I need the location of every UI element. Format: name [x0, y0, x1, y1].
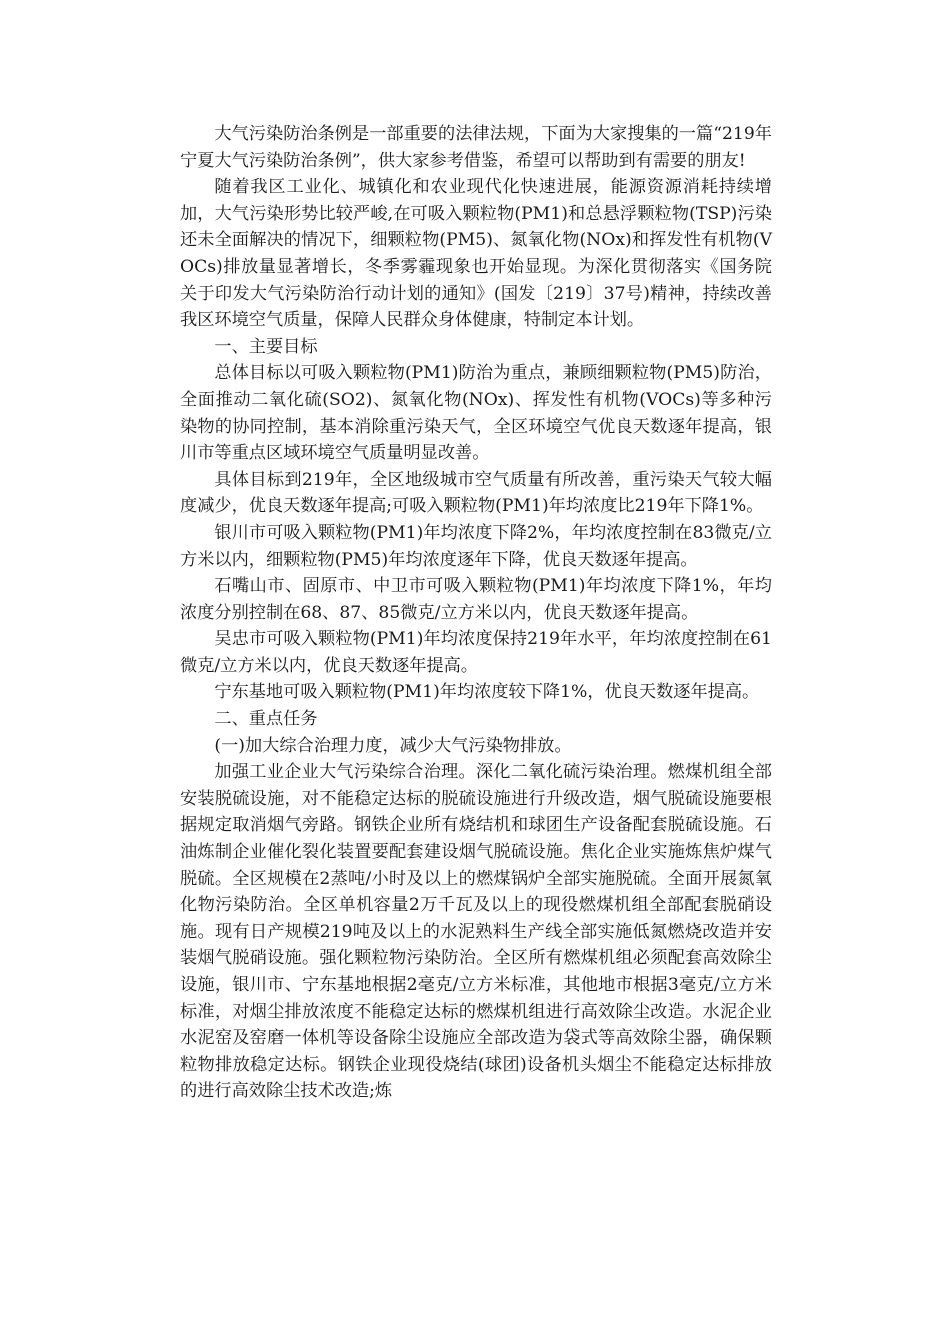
yinchuan-goal-paragraph: 银川市可吸入颗粒物(PM1)年均浓度下降2%，年均浓度控制在83微克/立方米以内，细颗粒物(PM5)年均浓度逐年下降，优良天数逐年提高。: [180, 522, 772, 570]
wuzhong-goal-paragraph: 吴忠市可吸入颗粒物(PM1)年均浓度保持219年水平，年均浓度控制在61微克/立方米以内，优良天数逐年提高。: [180, 629, 772, 676]
industrial-governance-paragraph: 加强工业企业大气污染综合治理。深化二氧化硫污染治理。燃煤机组全部安装脱硫设施，对不能稳定达标的脱硫设施进行升级改造，烟气脱硫设施要根据规定取消烟气旁路。钢铁企业所有烧结机和球团生产设备配套脱硫设施。石油炼制企业催化裂化装置要配套建设烟气脱硫设施。焦化企业实施炼焦炉煤气脱硫。全区规模在2蒸吨/小时及以上的燃煤锅炉全部实施脱硫。全面开展氮氧化物污染防治。全区单机容量2万千瓦及以上的现役燃煤机组全部配套脱硝设施。现有日产规模219吨及以上的水泥熟料生产线全部实施低氮燃烧改造并安装烟气脱硝设施。强化颗粒物污染防治。全区所有燃煤机组必须配套高效除尘设施，银川市、宁东基地根据2毫克/立方米标准，其他地市根据3毫克/立方米标准，对烟尘排放浓度不能稳定达标的燃煤机组进行高效除尘改造。水泥企业水泥窑及窑磨一体机等设备除尘设施应全部改造为袋式等高效除尘器，确保颗粒物排放稳定达标。钢铁企业现役烧结(球团)设备机头烟尘不能稳定达标排放的进行高效除尘技术改造;炼: [180, 762, 772, 1102]
subsection-heading-1: (一)加大综合治理力度，减少大气污染物排放。: [214, 735, 572, 756]
section-heading-key-tasks: 二、重点任务: [214, 709, 318, 730]
intro-paragraph: 大气污染防治条例是一部重要的法律法规，下面为大家搜集的一篇“219年宁夏大气污染防治条例”，供大家参考借鉴，希望可以帮助到有需要的朋友!: [180, 124, 772, 171]
background-paragraph: 随着我区工业化、城镇化和农业现代化快速进展，能源资源消耗持续增加，大气污染形势比较严峻,在可吸入颗粒物(PM1)和总悬浮颗粒物(TSP)污染还未全面解决的情况下，细颗粒物(PM5)、氮氧化物(NOx)和挥发性有机物(VOCs)排放量显著增长，冬季雾霾现象也开始显现。为深化贯彻落实《国务院关于印发大气污染防治行动计划的通知》(国发〔219〕37号)精神，持续改善我区环境空气质量，保障人民群众身体健康，特制定本计划。: [180, 177, 772, 331]
overall-goal-paragraph: 总体目标以可吸入颗粒物(PM1)防治为重点，兼顾细颗粒物(PM5)防治，全面推动二氧化硫(SO2)、氮氧化物(NOx)、挥发性有机物(VOCs)等多种污染物的协同控制，基本消除重污染天气，全区环境空气优良天数逐年提高，银川市等重点区域环境空气质量明显改善。: [180, 363, 772, 464]
section-heading-main-goals: 一、主要目标: [214, 336, 318, 357]
cities-goal-paragraph: 石嘴山市、固原市、中卫市可吸入颗粒物(PM1)年均浓度下降1%，年均浓度分别控制在68、87、85微克/立方米以内，优良天数逐年提高。: [180, 576, 772, 623]
specific-goal-paragraph: 具体目标到219年，全区地级城市空气质量有所改善，重污染天气较大幅度减少，优良天数逐年提高;可吸入颗粒物(PM1)年均浓度比219年下降1%。: [180, 469, 772, 517]
ningdong-goal-paragraph: 宁东基地可吸入颗粒物(PM1)年均浓度较下降1%，优良天数逐年提高。: [214, 682, 760, 703]
document-page: [180, 121, 772, 1105]
